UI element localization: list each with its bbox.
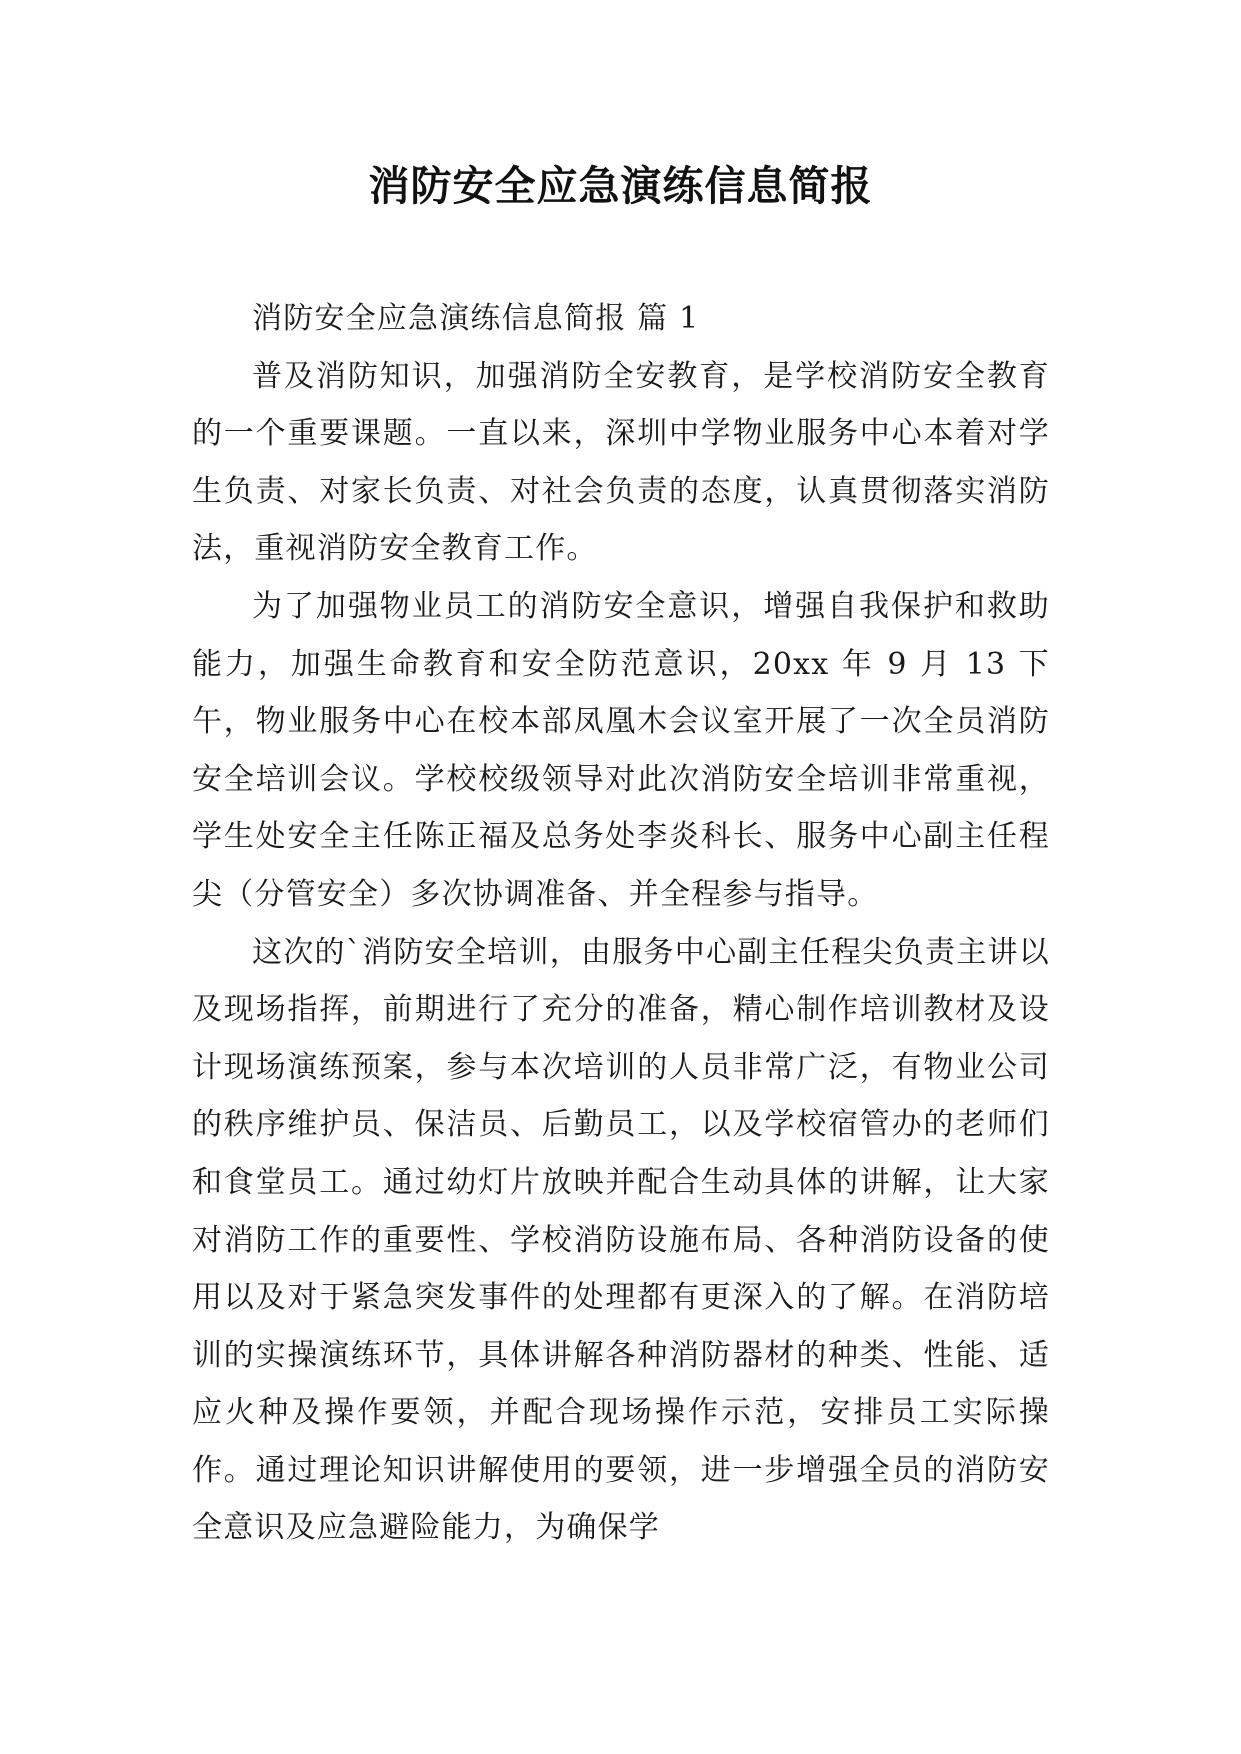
paragraph-3: 这次的`消防安全培训，由服务中心副主任程尖负责主讲以及现场指挥，前期进行了充分的准备，精心制作培训教材及设计现场演练预案，参与本次培训的人员非常广泛，有物业公司的秩序维护员、保洁员、后勤员工，以及学校宿管办的老师们和食堂员工。通过幼灯片放映并配合生动具体的讲解，让大家对消防工作的重要性、学校消防设施布局、各种消防设备的使用以及对于紧急突发事件的处理都有更深入的了解。在消防培训的实操演练环节，具体讲解各种消防器材的种类、性能、适应火种及操作要领，并配合现场操作示范，安排员工实际操作。通过理论知识讲解使用的要领，进一步增强全员的消防安全意识及应急避险能力，为确保学 — [192, 934, 1050, 1546]
document-body — [192, 290, 1050, 1557]
section-heading: 消防安全应急演练信息简报 篇 1 — [252, 301, 700, 336]
paragraph-1: 普及消防知识，加强消防全安教育，是学校消防安全教育的一个重要课题。一直以来，深圳中学物业服务中心本着对学生负责、对家长负责、对社会负责的态度，认真贯彻落实消防法，重视消防安全教育工作。 — [192, 358, 1050, 567]
document-title: 消防安全应急演练信息简报 — [368, 162, 873, 210]
paragraph-2: 为了加强物业员工的消防安全意识，增强自我保护和救助能力，加强生命教育和安全防范意识，20xx 年 9 月 13 下午，物业服务中心在校本部凤凰木会议室开展了一次全员消防安全培训会议。学校校级领导对此次消防安全培训非常重视，学生处安全主任陈正福及总务处李炎科长、服务中心副主任程尖（分管安全）多次协调准备、并全程参与指导。 — [192, 588, 1050, 912]
